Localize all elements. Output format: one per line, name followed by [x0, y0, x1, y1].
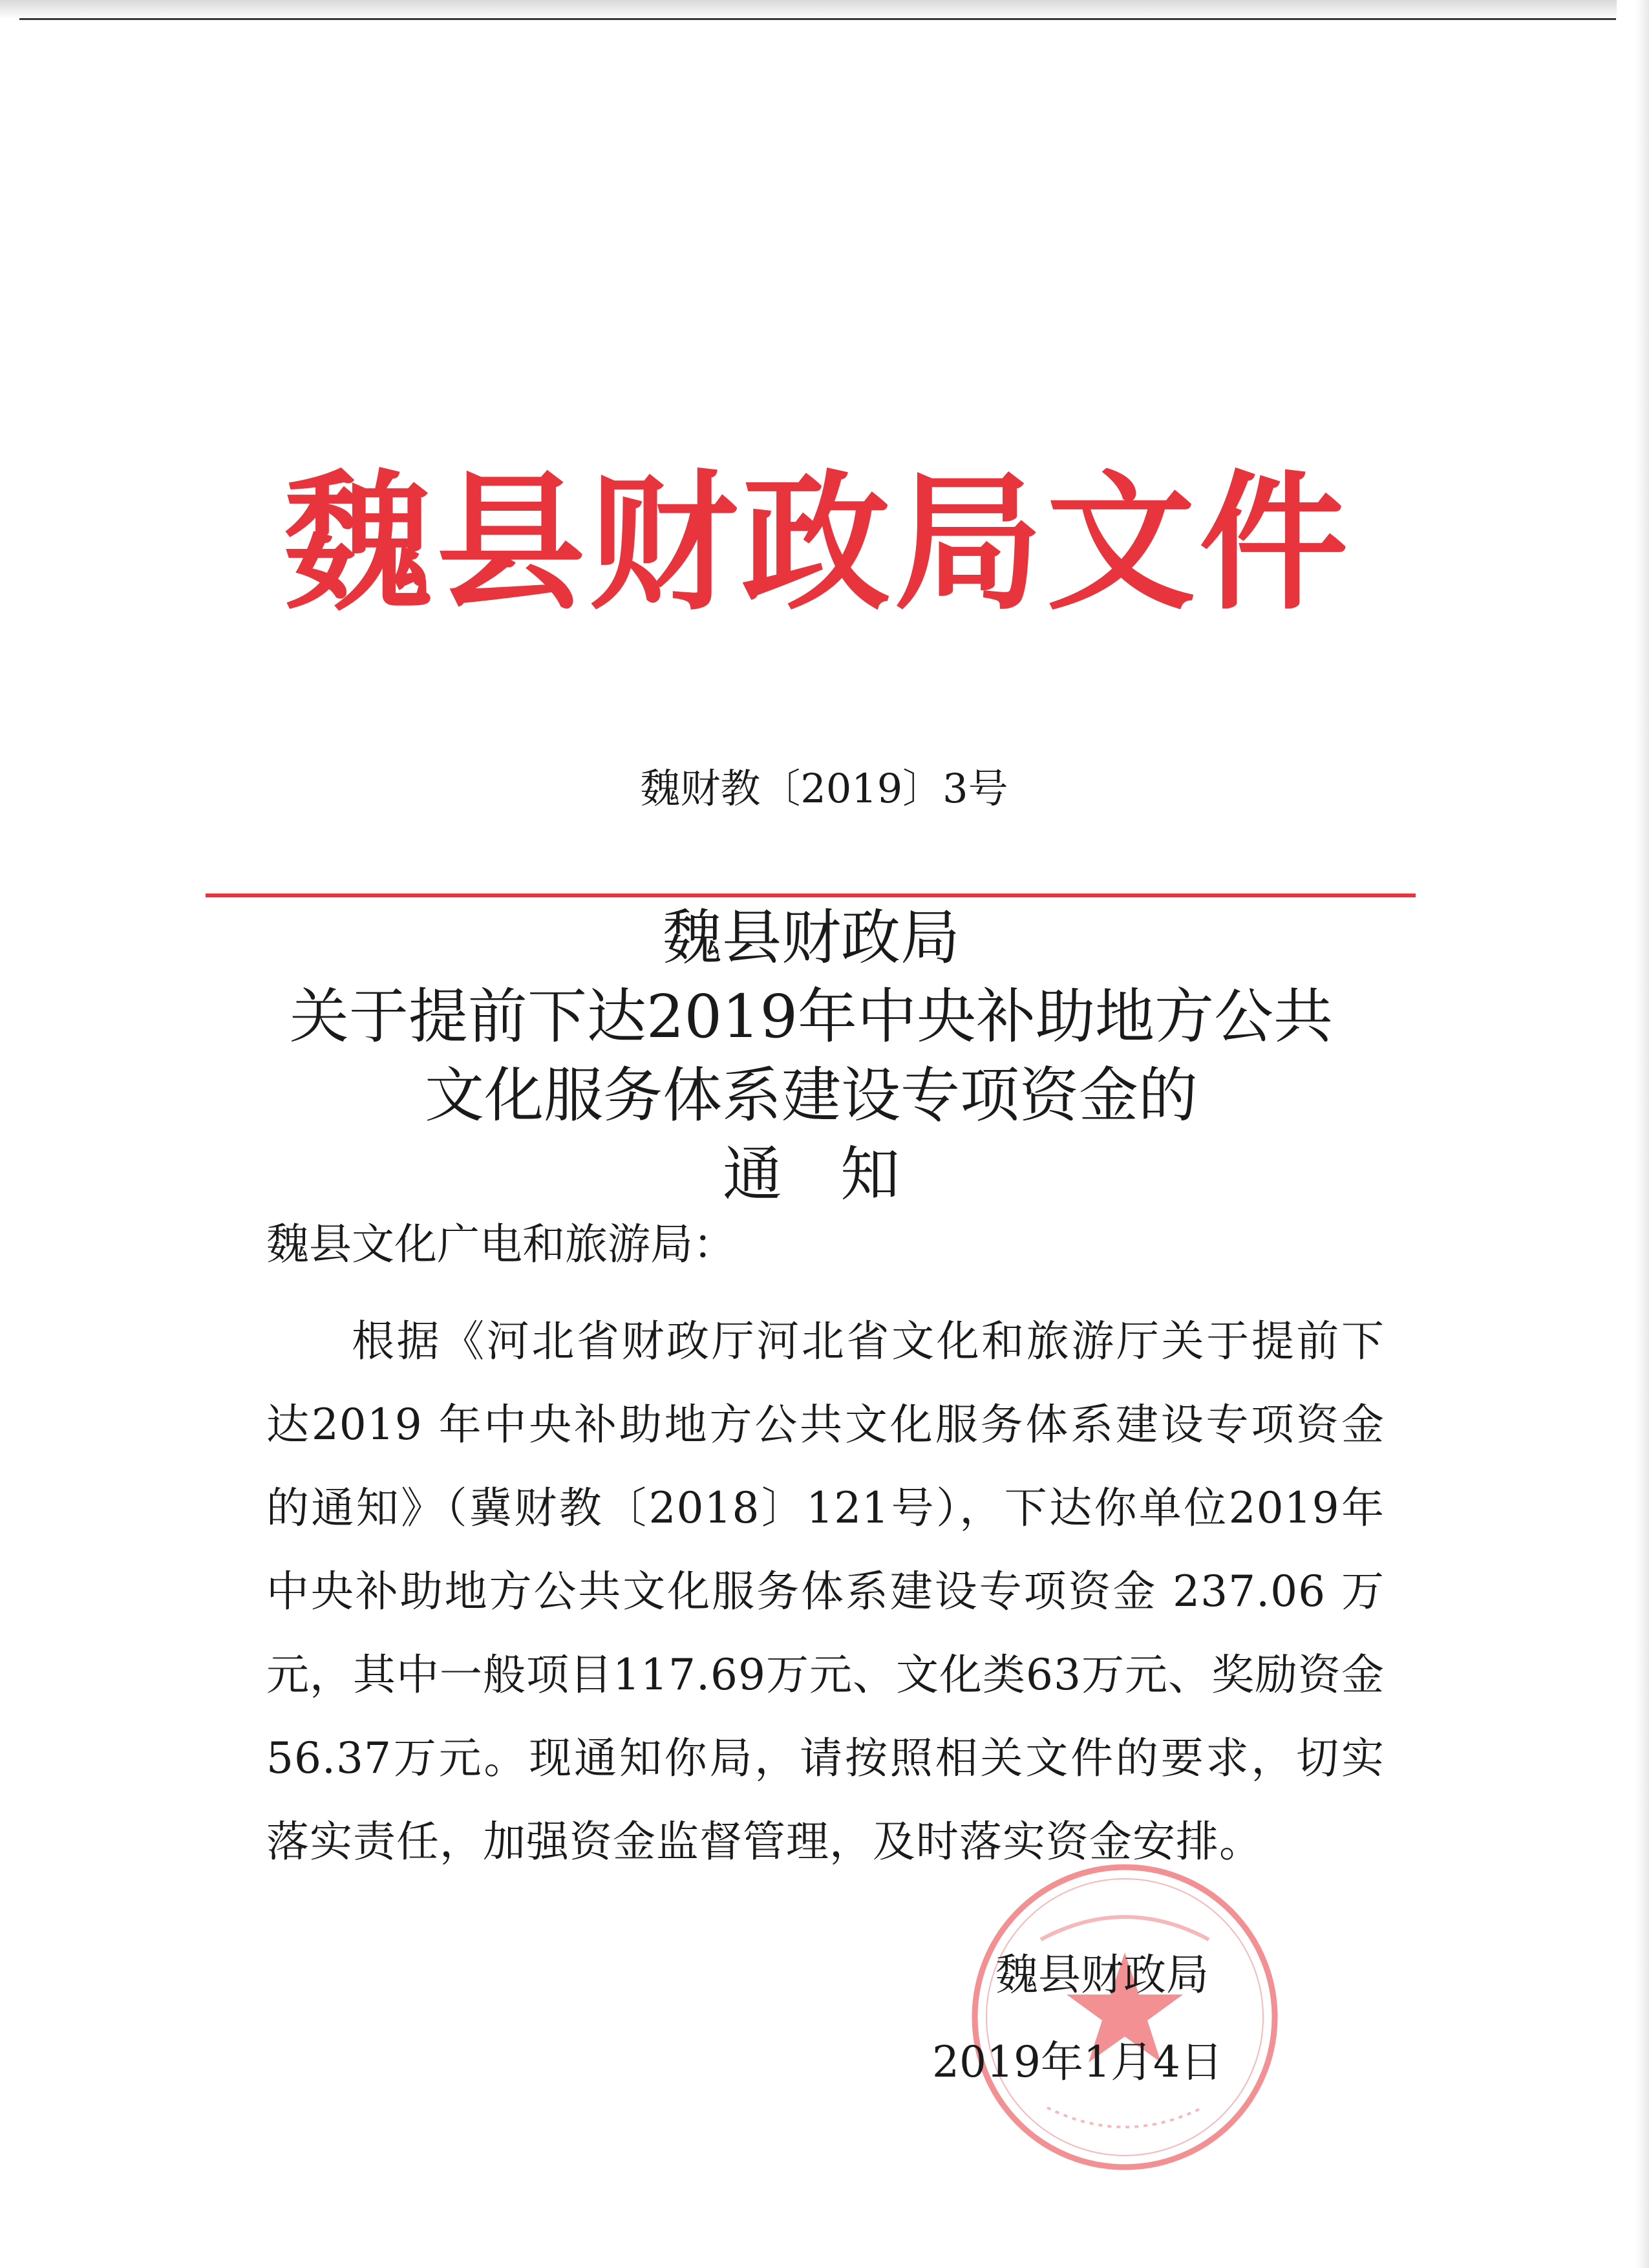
document-header-title: 魏县财政局文件 [283, 456, 1352, 630]
title-line-subject-2: 文化服务体系建设专项资金的 [424, 1061, 1198, 1130]
document-number: 魏财教〔2019〕3号 [640, 765, 1008, 812]
title-line-issuer: 魏县财政局 [662, 903, 960, 972]
addressee: 魏县文化广电和旅游局： [266, 1219, 736, 1269]
scan-right-edge [1617, 0, 1649, 2268]
title-line-notice: 通知 [722, 1140, 958, 1209]
signer-name: 魏县财政局 [995, 1950, 1209, 2000]
notice-title [194, 899, 1429, 1214]
scan-top-line [19, 18, 1616, 20]
signature-date: 2019年1月4日 [932, 2037, 1223, 2087]
body-paragraph: 根据《河北省财政厅河北省文化和旅游厅关于提前下达2019 年中央补助地方公共文化服务体系建设专项资金的通知》（冀财教〔2018〕121号），下达你单位2019年中央补助地方公共文化服务体系建设专项资金 237.06 万元，其中一般项目117.69万元、文化类63万元、奖励资金56.37万元。现通知你局，请按照相关文件的要求，切实落实责任，加强资金监督管理，及时落实资金安排。 [266, 1316, 1385, 1867]
title-line-subject-1: 关于提前下达2019年中央补助地方公共 [289, 982, 1334, 1051]
official-seal [963, 1856, 1286, 2179]
scan-top-edge [0, 0, 1649, 19]
red-separator-line [206, 893, 1416, 897]
